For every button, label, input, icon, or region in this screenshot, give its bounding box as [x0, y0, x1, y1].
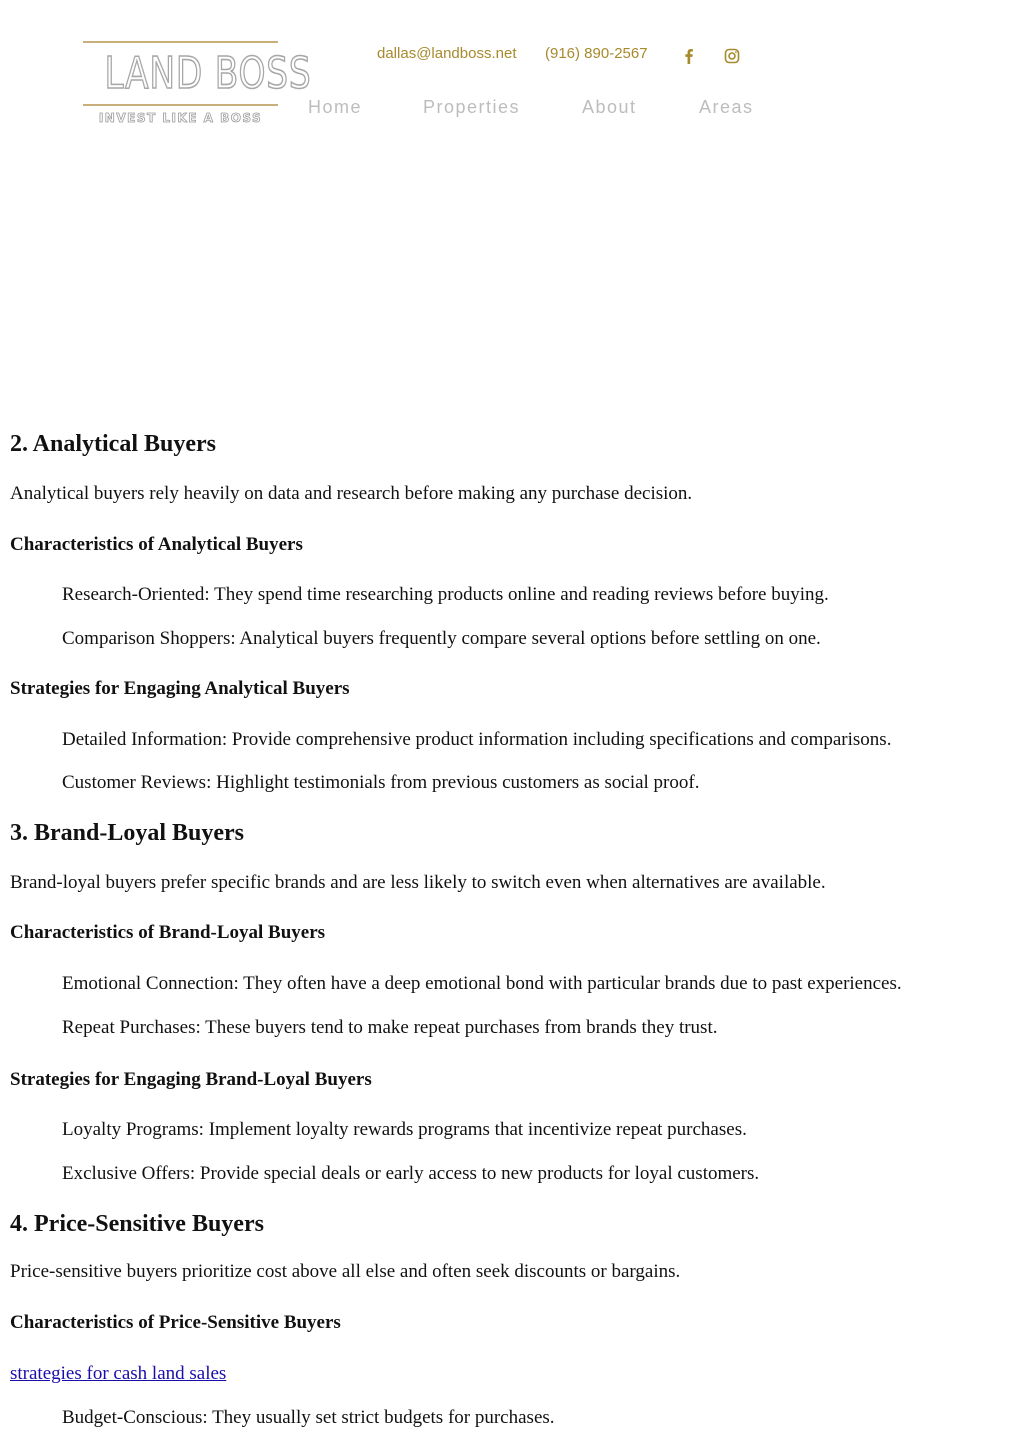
section-intro: Analytical buyers rely heavily on data and research before making any purchase decision.	[10, 483, 693, 504]
logo-tagline: INVEST LIKE A BOSS	[98, 111, 263, 125]
subheading-strategies: Strategies for Engaging Brand-Loyal Buyers	[10, 1069, 372, 1090]
logo-top-rule	[83, 41, 278, 43]
logo-bottom-rule	[83, 104, 278, 106]
cash-land-sales-link[interactable]: strategies for cash land sales	[10, 1363, 227, 1384]
article-body	[10, 430, 1010, 1430]
facebook-icon[interactable]	[680, 47, 698, 65]
list-item: Budget-Conscious: They usually set strict budgets for purchases.	[62, 1407, 555, 1428]
nav-properties[interactable]: Properties	[423, 97, 521, 117]
nav-home[interactable]: Home	[308, 97, 363, 117]
subheading-characteristics: Characteristics of Brand-Loyal Buyers	[10, 922, 326, 943]
section-intro: Price-sensitive buyers prioritize cost above all else and often seek discounts or bargains.	[10, 1261, 681, 1282]
link-paragraph	[10, 1362, 1010, 1386]
section-heading-analytical: 2. Analytical Buyers	[10, 431, 217, 457]
list-item: Emotional Connection: They often have a deep emotional bond with particular brands due to past experiences.	[62, 973, 902, 994]
instagram-icon[interactable]	[723, 47, 741, 65]
list-item: Comparison Shoppers: Analytical buyers frequently compare several options before settling on one.	[62, 628, 821, 649]
subheading-characteristics: Characteristics of Price-Sensitive Buyers	[10, 1312, 341, 1333]
subheading-characteristics: Characteristics of Analytical Buyers	[10, 534, 303, 555]
list-item: Customer Reviews: Highlight testimonials from previous customers as social proof.	[62, 772, 700, 793]
section-heading-brand-loyal: 3. Brand-Loyal Buyers	[10, 820, 245, 846]
site-logo[interactable]	[83, 41, 312, 127]
list-item: Loyalty Programs: Implement loyalty rewards programs that incentivize repeat purchases.	[62, 1119, 747, 1140]
nav-areas[interactable]: Areas	[699, 97, 754, 117]
list-item: Repeat Purchases: These buyers tend to make repeat purchases from brands they trust.	[62, 1017, 718, 1038]
list-item: Detailed Information: Provide comprehensive product information including specifications and comparisons.	[62, 729, 892, 750]
list-item: Exclusive Offers: Provide special deals or early access to new products for loyal customers.	[62, 1163, 760, 1184]
section-heading-price-sensitive: 4. Price-Sensitive Buyers	[10, 1211, 264, 1237]
email-link[interactable]: dallas@landboss.net	[377, 45, 517, 62]
phone-link[interactable]: (916) 890-2567	[545, 45, 648, 62]
list-item: Research-Oriented: They spend time researching products online and reading reviews before buying.	[62, 584, 829, 605]
logo-wordmark: LAND BOSS	[104, 48, 312, 99]
subheading-strategies: Strategies for Engaging Analytical Buyers	[10, 678, 350, 699]
section-intro: Brand-loyal buyers prefer specific brands and are less likely to switch even when alternatives are available.	[10, 872, 826, 893]
nav-about[interactable]: About	[582, 97, 637, 117]
